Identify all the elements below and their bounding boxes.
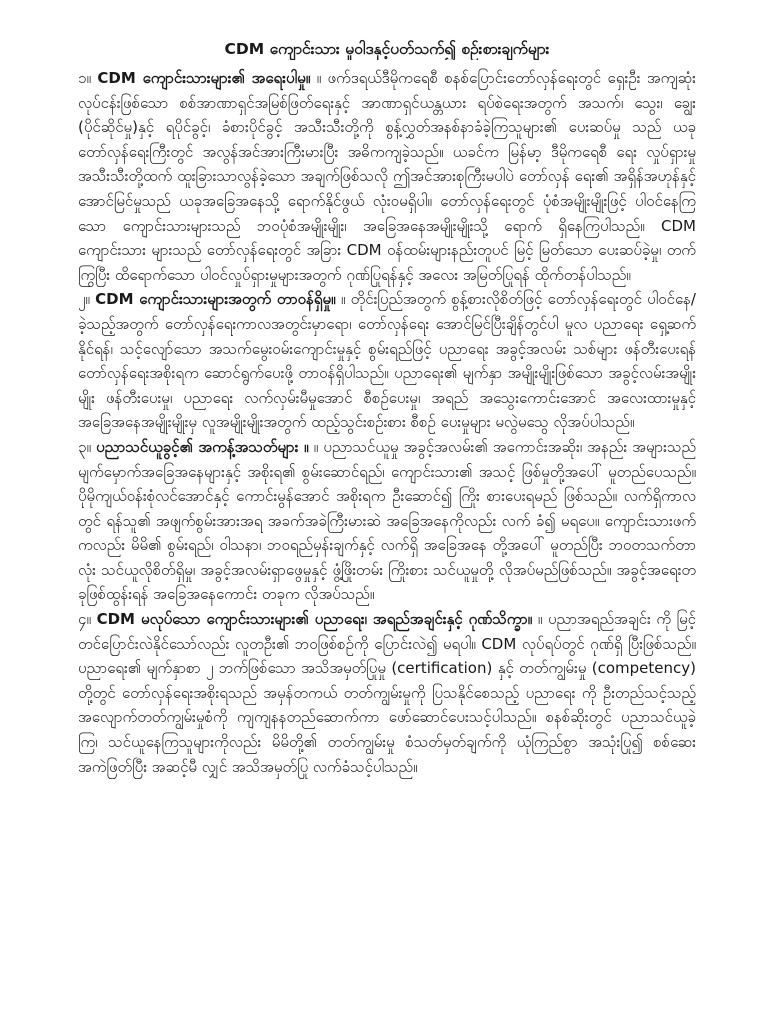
section-number: ၂။ [78, 290, 90, 309]
section-1 [78, 66, 696, 287]
section-separator: ။ [340, 290, 346, 309]
section-body: ဖက်ဒရယ်ဒီမိုကရေစီ စနစ်ပြောင်းတော်လှန်ရေးတွင် ရှေးဦး အကျဆုံး လုပ်ငန်းဖြစ်သော စစ်အာဏာရှင်အမြစ်ဖြတ်ရေးနှင့် အာဏာရှင်ယန္တယား ရပ်စဲရေးအတွက် အသက်၊ သွေး၊ ချွေး (ပိုင်ဆိုင်မှု)နှင့် ရပိုင်ခွင့်၊ ခံစားပိုင်ခွင့် အသီးသီးတို့ကို စွန့်လွှတ်အနစ်နာခံခဲ့ကြသူများ၏ ပေးဆပ်မှု သည် ယခု တော်လှန်ရေးကြီးတွင် အလွန်အင်အားကြီးမားပြီး အဓိကကျခဲ့သည်။ ယခင်က မြန်မာ့ ဒီမိုကရေစီ ရေး လှုပ်ရှားမှုအသီးသီးတို့ထက် ထူးခြားသာလွန်ခဲ့သော အချက်ဖြစ်သလို ဤအင်အားစုကြီးမပါပဲ တော်လှန် ရေး၏ အရှိန်အဟုန်နှင့် အောင်မြင်မှုသည် ယခုအခြေအနေသို့ ရောက်နိုင်ဖွယ် လုံးဝမရှိပါ။ တော်လှန်ရေးတွင် ပုံစံအမျိုးမျိုးဖြင့် ပါဝင်နေကြသော ကျောင်းသားများသည် ဘဝပုံစံအမျိုးမျိုး၊ အခြေအနေအမျိုးမျိုးသို့ ရောက် ရှိနေကြပါသည်။ CDM ကျောင်းသား များသည် တော်လှန်ရေးတွင် အခြား CDM ဝန်ထမ်းများနည်းတူပင် မြင့် မြတ်သော ပေးဆပ်ခဲ့မှု၊ တက်ကြွပြီး ထိရောက်သော ပါဝင်လှုပ်ရှားမှုများအတွက် ဂုဏ်ပြုရန်နှင့် အလေး အမြတ်ပြုရန် ထိုက်တန်ပါသည်။ [78, 69, 696, 284]
section-2 [78, 287, 696, 435]
section-separator: ။ [313, 437, 319, 456]
section-heading: ပညာသင်ယူခွင့်၏ အကန့်အသတ်များ ။ [96, 437, 309, 456]
section-separator: ။ [316, 69, 322, 87]
section-3 [78, 435, 696, 607]
section-number: ၄။ [78, 610, 91, 629]
section-heading: CDM မလုပ်သော ကျောင်းသားများ၏ ပညာရေး၊ အရည်အချင်းနှင့် ဂုဏ်သိက္ခာ။ [96, 610, 533, 629]
section-number: ၁။ [78, 69, 91, 87]
section-number: ၃။ [78, 437, 91, 456]
section-body: ပညာအရည်အချင်း ကို မြင့်တင်ပြောင်းလဲနိုင်သော်လည်း လူတဦး၏ ဘဝဖြစ်စဉ်ကို ပြောင်းလဲ၍ မရပါ။ CDM လုပ်ရပ်တွင် ဂုဏ်ရှိ ပြီးဖြစ်သည်။ ပညာရေး၏ မျက်နှာစာ ၂ ဘက်ဖြစ်သော အသိအမှတ်ပြုမှု (certification) နှင့် တတ်ကျွမ်းမှု (competency) တို့တွင် တော်လှန်ရေးအစိုးရသည် အမှန်တကယ် တတ်ကျွမ်းမှုကို ပြသနိုင်စေသည့် ပညာရေး ကို ဦးတည်သင့်သည့် အလျောက်တတ်ကျွမ်းမှုစံကို ကျကျနနတည်ဆောက်ကာ ဖော်ဆောင်ပေးသင့်ပါသည်။ စနစ်ဆိုးတွင် ပညာသင်ယူခဲ့ကြ၊ သင်ယူနေကြသူများကိုလည်း မိမိတို့၏ တတ်ကျွမ်းမှု စံသတ်မှတ်ချက်ကို ယုံကြည်စွာ အသုံးပြု၍ စစ်ဆေးအကဲဖြတ်ပြီး အဆင့်မီ လျှင် အသိအမှတ်ပြု လက်ခံသင့်ပါသည်။ [78, 610, 696, 776]
section-body: ပညာသင်ယူမှု အခွင့်အလမ်း၏ အကောင်းအဆိုး၊ အနည်း အများသည် မျက်မှောက်အခြေအနေများနှင့် အစိုးရ၏ စွမ်းဆောင်ရည်၊ ကျောင်းသား၏ အသင့် ဖြစ်မှုတို့အပေါ် မူတည်ပေသည်။ ပိုမိုကျယ်ဝန်းစုံလင်အောင်နှင့် ကောင်းမွန်အောင် အစိုးရက ဦးဆောင်၍ ကြိုး စားပေးရမည် ဖြစ်သည်။ လက်ရှိကာလတွင် ရန်သူ၏ အဖျက်စွမ်းအားအရ အခက်အခဲကြီးမားဆဲ အခြေအနေကိုလည်း လက် ခံ၍ မရပေ။ ကျောင်းသားဖက်ကလည်း မိမိ၏ စွမ်းရည်၊ ဝါသနာ၊ ဘဝရည်မှန်းချက်နှင့် လက်ရှိ အခြေအနေ တို့အပေါ် မူတည်ပြီး ဘဝတသက်တာလုံး သင်ယူလိုစိတ်ရှိမှု၊ အခွင့်အလမ်းရှာဖွေမှုနှင့် ဖွံ့ဖြိုးတမ်း ကြိုးစား သင်ယူမှုတို့ လိုအပ်မည်ဖြစ်သည်။ အခွင့်အရေးတခုဖြစ်ထွန်းရန် အခြေအနေကောင်း တခုက လိုအပ်သည်။ [78, 437, 696, 604]
section-4 [78, 607, 696, 779]
section-heading: CDM ကျောင်းသားများ၏ အရေးပါမှု။ [97, 69, 311, 87]
document-page [78, 38, 696, 1010]
section-separator: ။ [537, 610, 543, 629]
section-body: တိုင်းပြည်အတွက် စွန့်စားလိုစိတ်ဖြင့် တော်လှန်ရေးတွင် ပါဝင်နေ/ခဲ့သည့်အတွက် တော်လှန်ရေးကာလအတွင်းမှာရော၊ တော်လှန်ရေး အောင်မြင်ပြီးချိန်တွင်ပါ မူလ ပညာရေး ရှေ့ဆက်နိုင်ရန်၊ သင့်လျော်သော အသက်မွေးဝမ်းကျောင်းမှုနှင့် စွမ်းရည်ဖြင့် ပညာရေး အခွင့်အလမ်း သစ်များ ဖန်တီးပေးရန် တော်လှန်ရေးအစိုးရက ဆောင်ရွက်ပေးဖို့ တာဝန်ရှိပါသည်။ ပညာရေး၏ မျက်နှာ အမျိုးမျိုးဖြစ်သော အခွင့်လမ်းအမျိုးမျိုး ဖန်တီးပေးမှု၊ ပညာရေး လက်လှမ်းမီမှုအောင် စီစဉ်ပေးမှု၊ အရည် အသွေးကောင်းအောင် အလေးထားမှုနှင့် အခြေအနေအမျိုးမျိုးမှ လူအမျိုးမျိုးအတွက် ထည့်သွင်းစဉ်းစား စီစဉ် ပေးမှုများ မလွဲမသွေ လိုအပ်ပါသည်။ [78, 290, 696, 432]
section-heading: CDM ကျောင်းသားများအတွက် တာဝန်ရှိမှု။ [95, 290, 336, 309]
document-title: CDM ကျောင်းသား မူဝါဒနှင့်ပတ်သက်၍ စဉ်းစားချက်များ [224, 40, 550, 58]
